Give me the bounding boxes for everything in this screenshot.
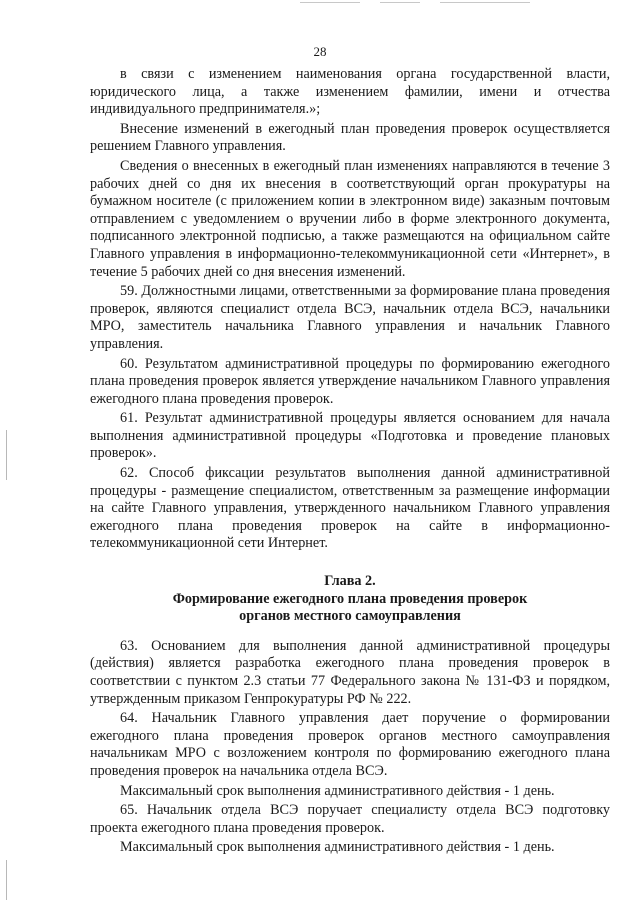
- paragraph: Внесение изменений в ежегодный план проведения проверок осуществляется решением Главного управления.: [90, 120, 610, 155]
- chapter-number: Глава 2.: [324, 573, 376, 590]
- document-body: [90, 66, 610, 859]
- page-number: 28: [313, 44, 327, 59]
- paragraph: 60. Результатом административной процедуры по формированию ежегодного плана проведения проверок является утверждение начальником Главного управления ежегодного плана проведения проверок.: [90, 355, 610, 407]
- paragraph: Максимальный срок выполнения административного действия - 1 день.: [120, 782, 555, 799]
- paragraph: 61. Результат административной процедуры является основанием для начала выполнения административной процедуры «Подготовка и проведение плановых проверок».: [90, 410, 610, 462]
- paragraph: в связи с изменением наименования органа государственной власти, юридического лица, а также изменением фамилии, имени и отчества индивидуального предпринимателя.»;: [90, 66, 610, 118]
- scan-artifact: [300, 2, 360, 3]
- paragraph: 62. Способ фиксации результатов выполнения данной административной процедуры - размещение специалистом, ответственным за размещение информации на сайте Главного управления, утвержденного начальником Главного управления ежегодного плана проведения проверок на сайте в информационно-телекоммуникационной сети Интернет.: [90, 465, 610, 552]
- scan-artifact: [380, 2, 420, 3]
- scan-artifact: [6, 860, 7, 900]
- paragraph: Сведения о внесенных в ежегодный план изменениях направляются в течение 3 рабочих дней со дня их внесения в соответствующий орган прокуратуры на бумажном носителе (с приложением копии в электронном виде) заказным почтовым отправлением с уведомлением о вручении либо в форме электронного документа, подписанного электронной подписью, а также размещаются на официальном сайте Главного управления в информационно-телекоммуникационной сети «Интернет», в течение 5 рабочих дней со дня внесения изменений.: [90, 157, 610, 280]
- scan-artifact: [440, 2, 530, 3]
- paragraph: 59. Должностными лицами, ответственными за формирование плана проведения проверок, являются специалист отдела ВСЭ, начальник отдела ВСЭ, начальники МРО, заместитель начальника Главного управления и начальник Главного управления.: [90, 283, 610, 352]
- paragraph: 65. Начальник отдела ВСЭ поручает специалисту отдела ВСЭ подготовку проекта ежегодного плана проведения проверок.: [90, 802, 610, 836]
- chapter-title-line-2: органов местного самоуправления: [239, 608, 461, 625]
- paragraph: Максимальный срок выполнения административного действия - 1 день.: [120, 839, 555, 856]
- paragraph: 64. Начальник Главного управления дает поручение о формировании ежегодного плана проведения проверок органов местного самоуправления начальникам МРО с возложением контроля по формированию ежегодного плана проведения проверок на начальника отдела ВСЭ.: [90, 710, 610, 779]
- chapter-title-line-1: Формирование ежегодного плана проведения проверок: [172, 590, 528, 607]
- scan-artifact: [6, 430, 7, 480]
- paragraph: 63. Основанием для выполнения данной административной процедуры (действия) является разработка ежегодного плана проведения проверок в соответствии с пунктом 2.3 статьи 77 Федерального закона № 131-ФЗ и порядком, утвержденным приказом Генпрокуратуры РФ № 222.: [90, 637, 610, 707]
- chapter-heading: [90, 573, 610, 626]
